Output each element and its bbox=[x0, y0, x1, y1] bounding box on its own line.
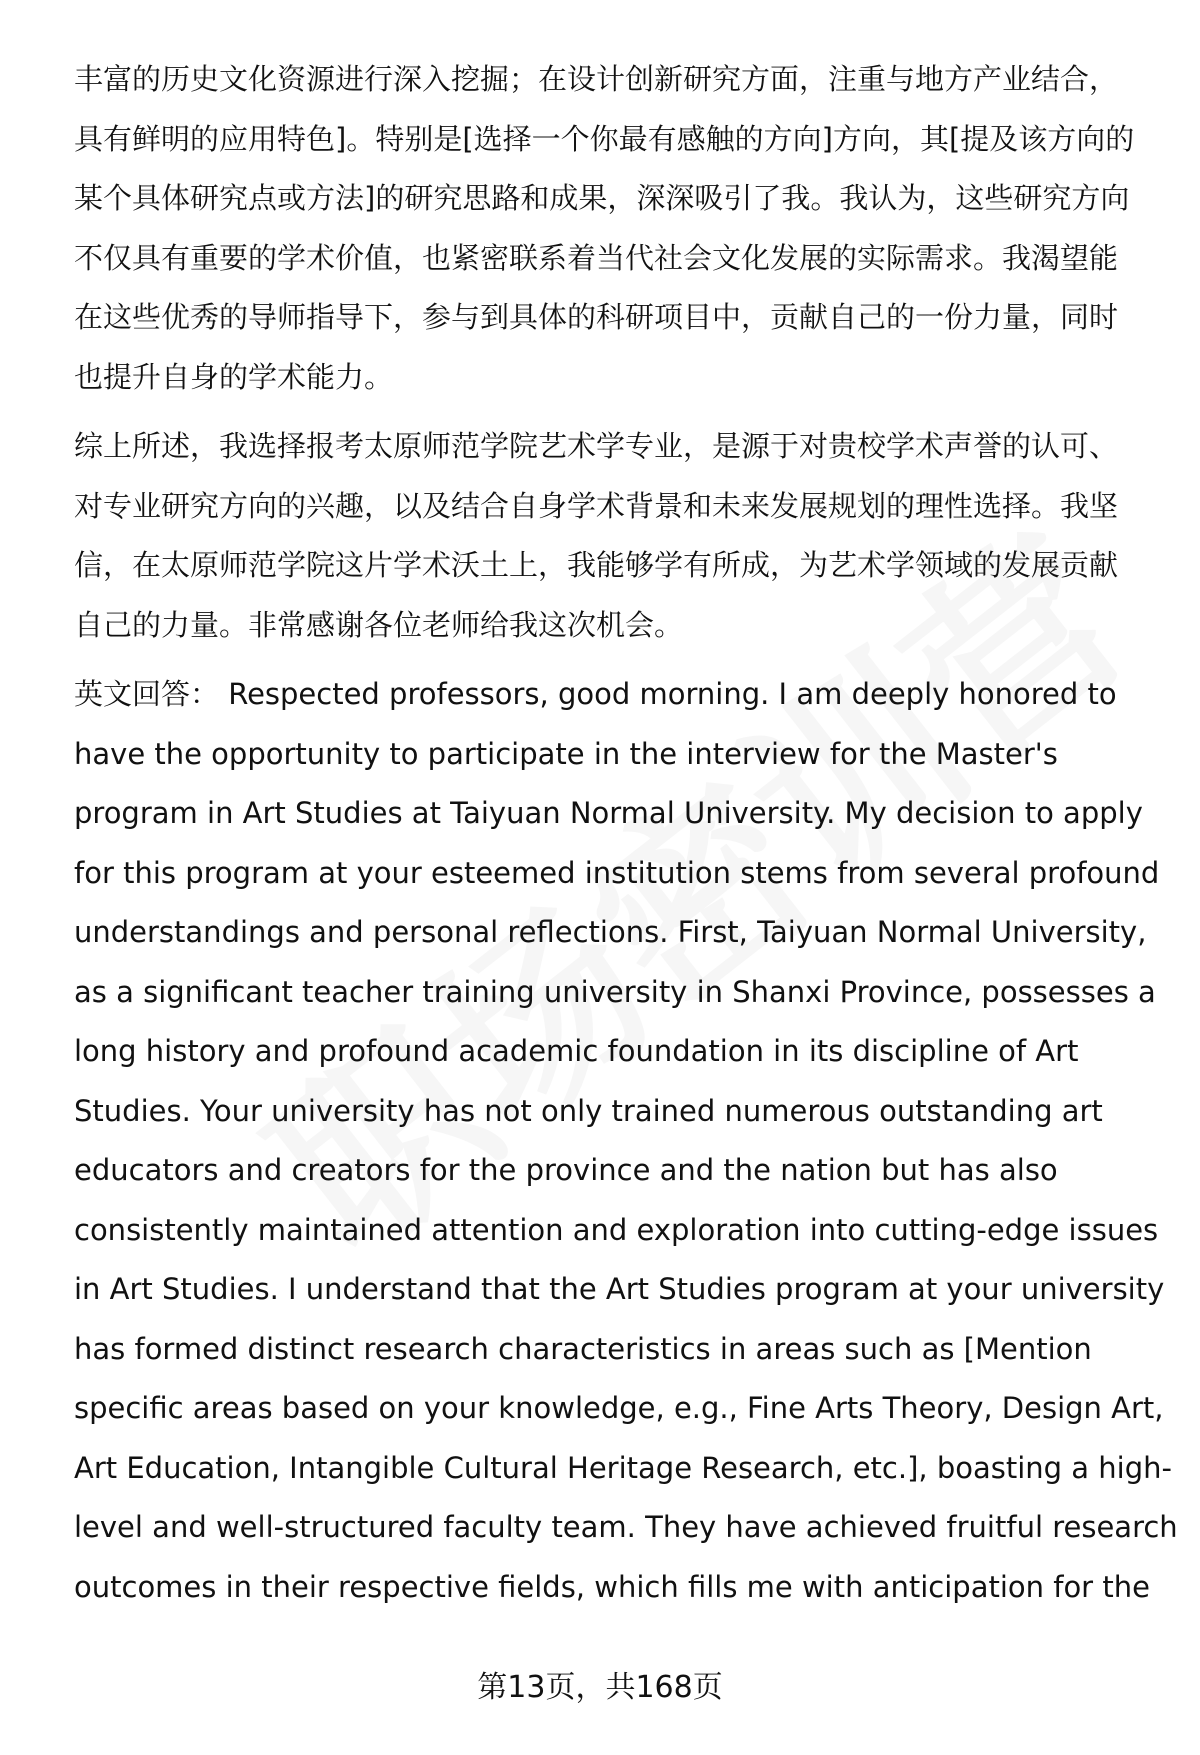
text-line: have the opportunity to participate in the interview for the Master's bbox=[74, 736, 1058, 771]
text-line: Art Education, Intangible Cultural Heritage Research, etc.], boasting a high- bbox=[74, 1450, 1172, 1485]
text-line: specific areas based on your knowledge, e.g., Fine Arts Theory, Design Art, bbox=[74, 1391, 1164, 1425]
text-line: long history and profound academic foundation in its discipline of Art bbox=[74, 1034, 1079, 1068]
text-line: has formed distinct research characteristics in areas such as [Mention bbox=[74, 1331, 1092, 1366]
text-line: Studies. Your university has not only trained numerous outstanding art bbox=[74, 1093, 1103, 1128]
text-line: for this program at your esteemed institution stems from several profound bbox=[74, 855, 1160, 890]
text-line: outcomes in their respective fields, which fills me with anticipation for the bbox=[74, 1569, 1150, 1604]
text-line: consistently maintained attention and exploration into cutting-edge issues bbox=[74, 1212, 1159, 1247]
paragraph-research-directions bbox=[74, 50, 1154, 407]
text-line: educators and creators for the province and the nation but has also bbox=[74, 1153, 1058, 1187]
paragraph-conclusion bbox=[74, 417, 1154, 655]
text-line: level and well-structured faculty team. They have achieved fruitful research bbox=[74, 1510, 1178, 1544]
text-line: 在这些优秀的导师指导下，参与到具体的科研项目中，贡献自己的一份力量，同时 bbox=[74, 300, 1119, 334]
text-line: 信，在太原师范学院这片学术沃土上，我能够学有所成，为艺术学领域的发展贡献 bbox=[74, 548, 1119, 582]
text-line: program in Art Studies at Taiyuan Normal University. My decision to apply bbox=[74, 796, 1143, 830]
text-line: 不仅具有重要的学术价值，也紧密联系着当代社会文化发展的实际需求。我渴望能 bbox=[74, 240, 1119, 275]
document-body bbox=[74, 50, 1178, 1627]
text-line: 对专业研究方向的兴趣，以及结合自身学术背景和未来发展规划的理性选择。我坚 bbox=[74, 488, 1119, 523]
text-line: 具有鲜明的应用特色]。特别是[选择一个你最有感触的方向]方向，其[提及该方向的 bbox=[74, 121, 1135, 156]
text-line: 英文回答： Respected professors, good morning. I am deeply honored to bbox=[74, 677, 1117, 711]
text-line: 自己的力量。非常感谢各位老师给我这次机会。 bbox=[74, 607, 684, 642]
text-line: 某个具体研究点或方法]的研究思路和成果，深深吸引了我。我认为，这些研究方向 bbox=[74, 181, 1130, 215]
text-line: in Art Studies. I understand that the Art Studies program at your university bbox=[74, 1272, 1165, 1306]
text-line: 丰富的历史文化资源进行深入挖掘；在设计创新研究方面，注重与地方产业结合， bbox=[74, 62, 1119, 96]
paragraph-english-answer bbox=[74, 665, 1178, 1617]
page-number-footer: 第13页，共168页 bbox=[477, 1670, 723, 1705]
text-line: 综上所述，我选择报考太原师范学院艺术学专业，是源于对贵校学术声誉的认可、 bbox=[74, 429, 1119, 463]
text-line: 也提升自身的学术能力。 bbox=[74, 359, 394, 394]
text-line: understandings and personal reflections. First, Taiyuan Normal University, bbox=[74, 915, 1147, 949]
text-line: as a significant teacher training university in Shanxi Province, possesses a bbox=[74, 974, 1156, 1009]
